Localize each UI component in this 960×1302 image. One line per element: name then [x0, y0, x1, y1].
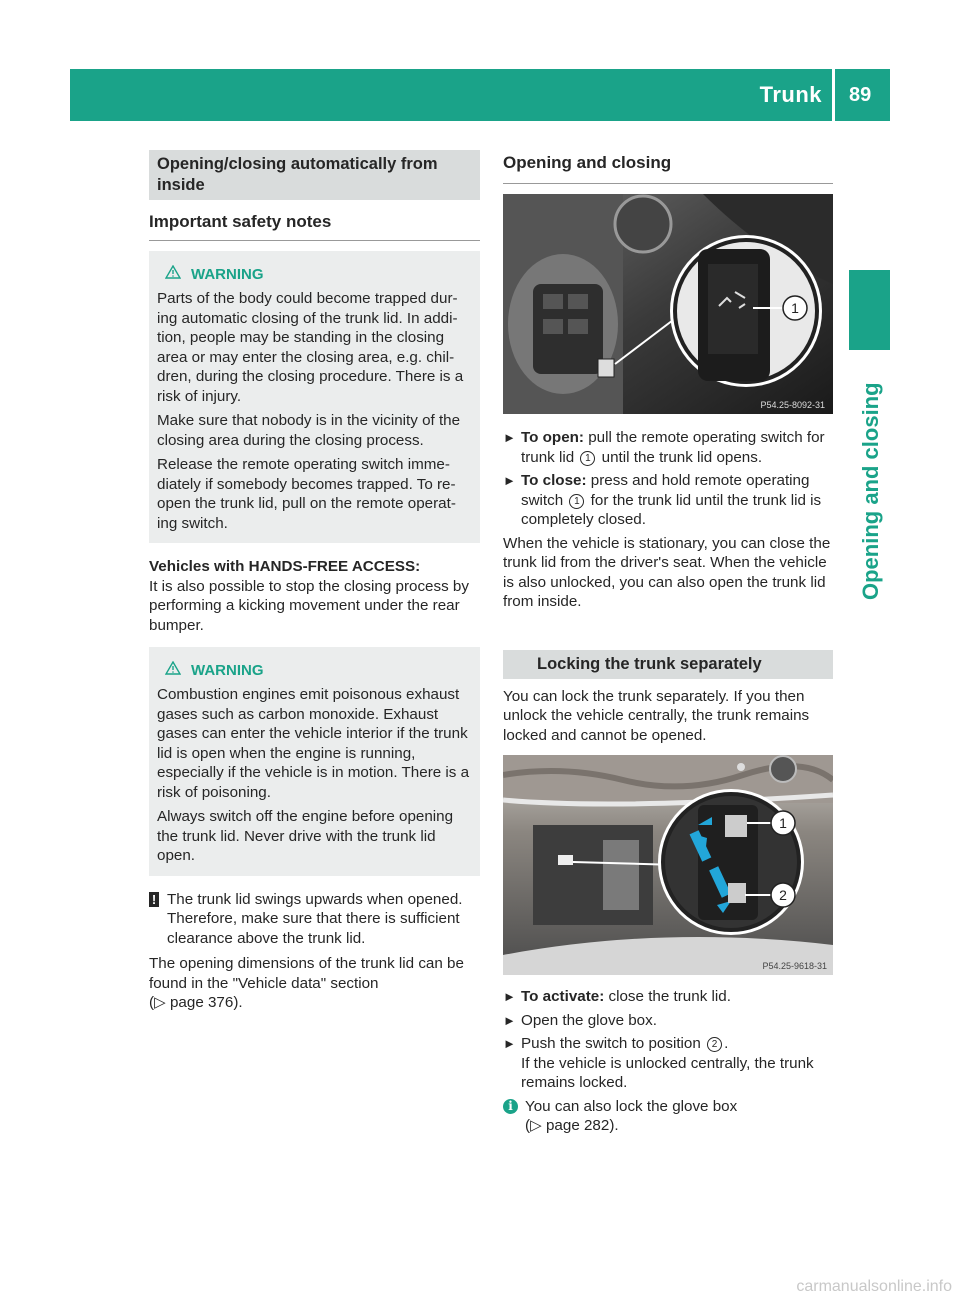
step-label: To open: — [521, 429, 584, 446]
callout-1-icon: 1 — [569, 494, 584, 509]
step-label: To activate: — [521, 988, 605, 1005]
divider — [503, 183, 833, 184]
warning-box — [149, 251, 480, 543]
page-ref-text: page 376). — [169, 994, 243, 1011]
right-column — [503, 150, 833, 1136]
step-close-bullet — [503, 471, 833, 530]
step-push-switch — [503, 1034, 833, 1093]
warning-paragraph: Always switch off the engine before opening the trunk lid. Never drive with the trunk lid open. — [157, 808, 454, 864]
handsfree-title: Vehicles with HANDS-FREE ACCESS: — [149, 558, 421, 575]
page-ref-arrow-icon: ▷ — [530, 1117, 542, 1134]
activation-steps — [503, 987, 833, 1093]
divider — [149, 240, 480, 241]
subheading: Important safety notes — [149, 212, 332, 231]
side-tab-label: Opening and closing — [858, 382, 883, 600]
step-text: for the trunk lid until the trunk lid is completely closed. — [521, 491, 822, 528]
step-open-glovebox — [503, 1011, 833, 1031]
chapter-title: Trunk — [759, 82, 822, 107]
step-open-bullet — [503, 428, 833, 467]
arrow-bullet-icon: ► — [503, 430, 516, 445]
callout-1-icon: 1 — [580, 451, 595, 466]
warning-paragraph: Release the remote operating switch imme-diately if somebody becomes trapped. To re-open the trunk lid, pull on the remote operat-ing switch. — [157, 456, 456, 532]
page-ref-arrow-icon: ▷ — [154, 994, 166, 1011]
heading-opening-closing: Opening and closing — [503, 153, 672, 172]
step-text: close the trunk lid. — [608, 988, 731, 1005]
arrow-bullet-icon: ► — [503, 473, 516, 488]
callout-number: 1 — [779, 815, 787, 831]
arrow-bullet-icon: ► — [503, 989, 516, 1004]
page-number: 89 — [849, 84, 872, 106]
section-heading-locking: Locking the trunk separately — [503, 650, 833, 679]
stationary-text: When the vehicle is stationary, you can close the trunk lid from the driver's seat. When the vehicle is also unlocked, you can also open the trunk lid from inside. — [503, 534, 831, 610]
info-text: You can also lock the glove box — [525, 1097, 738, 1115]
warning-triangle-icon — [165, 265, 181, 283]
side-tab-block — [849, 270, 890, 350]
callout-number: 1 — [791, 300, 799, 316]
info-note — [503, 1097, 833, 1136]
warning-paragraph: Parts of the body could become trapped dur-ing automatic closing of the trunk lid. In addi-tion, people may be standing in the closing area or may enter the closing area, e.g. chil-dren, during the closing procedure. There is a risk of injury. — [157, 290, 464, 405]
dims-text-body: The opening dimensions of the trunk lid can be found in the "Vehicle data" section — [149, 955, 464, 992]
arrow-bullet-icon: ► — [503, 1012, 516, 1028]
exclamation-icon: ! — [149, 892, 159, 907]
glove-box-photo — [503, 755, 833, 975]
warning-triangle-icon — [165, 661, 181, 679]
warning-title-text: WARNING — [191, 266, 264, 283]
side-tab — [855, 358, 885, 608]
step-text: Push the switch to position — [521, 1035, 701, 1052]
door-switch-photo — [503, 194, 833, 414]
step-text: Open the glove box. — [521, 1011, 657, 1029]
callout-number: 2 — [779, 887, 787, 903]
warning-box — [149, 647, 480, 876]
warning-paragraph: Make sure that nobody is in the vicinity of the closing area during the closing process. — [157, 412, 461, 449]
handsfree-text: It is also possible to stop the closing process by performing a kicking movement under the rear bumper. — [149, 577, 469, 634]
step-open — [503, 428, 833, 530]
step-text: . — [724, 1035, 729, 1052]
page-ref[interactable]: (▷ page 282). — [525, 1117, 619, 1134]
warning-title — [157, 661, 472, 679]
footer-watermark: carmanualsonline.info — [796, 1278, 952, 1295]
warning-paragraph: Combustion engines emit poisonous exhaust gases such as carbon monoxide. Exhaust gases can enter the vehicle interior if the trunk lid is open when the engine is running, especially if the vehicle is in motion. There is a risk of poisoning. — [157, 686, 470, 801]
step-text: until the trunk lid opens. — [601, 448, 763, 466]
arrow-bullet-icon: ► — [503, 1036, 516, 1051]
warning-title-text: WARNING — [191, 662, 264, 679]
lock-text: You can lock the trunk separately. If you then unlock the vehicle centrally, the trunk remains locked and cannot be opened. — [503, 687, 810, 744]
page-ref[interactable]: (▷ page 376). — [149, 994, 243, 1011]
step-text: pull the remote operating switch for trunk lid — [521, 429, 825, 466]
image-code: P54.25-9618-31 — [762, 961, 827, 971]
step-label: To close: — [521, 472, 587, 489]
section-heading: Opening/closing automatically from inside — [149, 150, 480, 200]
callout-2-icon: 2 — [707, 1037, 722, 1052]
dims-text — [149, 954, 480, 1013]
step-text: press and hold remote operating switch — [521, 472, 810, 509]
page-ref-text: page 282). — [545, 1117, 619, 1134]
info-icon: i — [503, 1099, 518, 1114]
image-code: P54.25-8092-31 — [760, 400, 825, 410]
header-separator — [832, 69, 835, 121]
left-column — [149, 150, 480, 1013]
note-text: The trunk lid swings upwards when opened. Therefore, make sure that there is sufficient clearance above the trunk lid. — [167, 890, 463, 947]
note — [149, 890, 480, 949]
step-result-text: If the vehicle is unlocked centrally, the trunk remains locked. — [521, 1054, 814, 1091]
warning-title — [157, 265, 472, 283]
step-activate — [503, 987, 833, 1007]
